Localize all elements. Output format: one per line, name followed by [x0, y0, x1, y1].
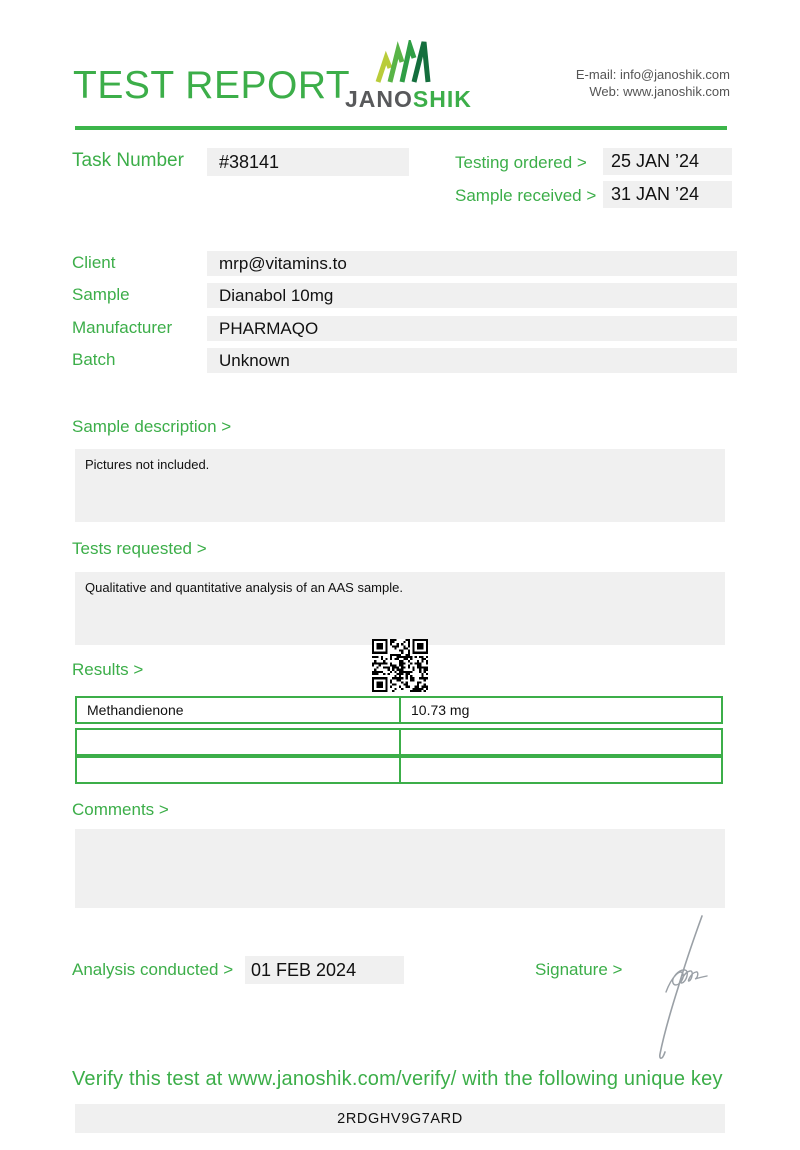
header-divider — [75, 126, 727, 130]
testing-ordered-label: Testing ordered > — [455, 153, 587, 172]
result-amount — [401, 758, 721, 782]
result-row-3 — [75, 756, 723, 784]
result-row-1 — [75, 696, 723, 724]
client-label: Client — [72, 253, 116, 272]
sample-label: Sample — [72, 285, 130, 304]
growth-chart-icon — [374, 40, 442, 84]
result-substance — [77, 730, 401, 754]
results-label: Results > — [72, 660, 144, 679]
result-substance: Methandienone — [77, 698, 401, 722]
analysis-date-value: 01 FEB 2024 — [245, 956, 404, 984]
logo-shik: SHIK — [412, 86, 472, 112]
contact-info — [576, 66, 730, 100]
unique-key-value: 2RDGHV9G7ARD — [75, 1104, 725, 1133]
comments-label: Comments > — [72, 800, 169, 819]
logo-jano: JANO — [345, 86, 413, 112]
result-row-2 — [75, 728, 723, 756]
task-number-value: #38141 — [207, 148, 409, 176]
manufacturer-value: PHARMAQO — [207, 316, 737, 341]
analysis-conducted-label: Analysis conducted > — [72, 960, 234, 979]
contact-email: E-mail: info@janoshik.com — [575, 67, 730, 82]
qr-code — [372, 639, 428, 692]
result-amount — [401, 730, 721, 754]
testing-ordered-value: 25 JAN ’24 — [603, 148, 732, 175]
result-substance — [77, 758, 401, 782]
janoshik-logo — [345, 86, 472, 113]
task-number-label: Task Number — [72, 150, 184, 171]
page-title: TEST REPORT — [73, 64, 351, 107]
batch-label: Batch — [72, 350, 116, 369]
tests-requested-text: Qualitative and quantitative analysis of an AAS sample. — [75, 572, 725, 645]
signature-image — [640, 912, 710, 1062]
client-value: mrp@vitamins.to — [207, 251, 737, 276]
manufacturer-label: Manufacturer — [72, 318, 173, 337]
sample-description-text: Pictures not included. — [75, 449, 725, 522]
sample-description-label: Sample description > — [72, 417, 232, 436]
verify-text: Verify this test at www.janoshik.com/verify/ with the following unique key — [72, 1068, 723, 1090]
contact-web: Web: www.janoshik.com — [589, 84, 730, 99]
sample-value: Dianabol 10mg — [207, 283, 737, 308]
comments-text — [75, 829, 725, 908]
result-amount: 10.73 mg — [411, 702, 470, 718]
sample-received-value: 31 JAN ’24 — [603, 181, 732, 208]
batch-value: Unknown — [207, 348, 737, 373]
sample-received-label: Sample received > — [455, 186, 597, 205]
tests-requested-label: Tests requested > — [72, 539, 207, 558]
signature-label: Signature > — [535, 960, 623, 979]
